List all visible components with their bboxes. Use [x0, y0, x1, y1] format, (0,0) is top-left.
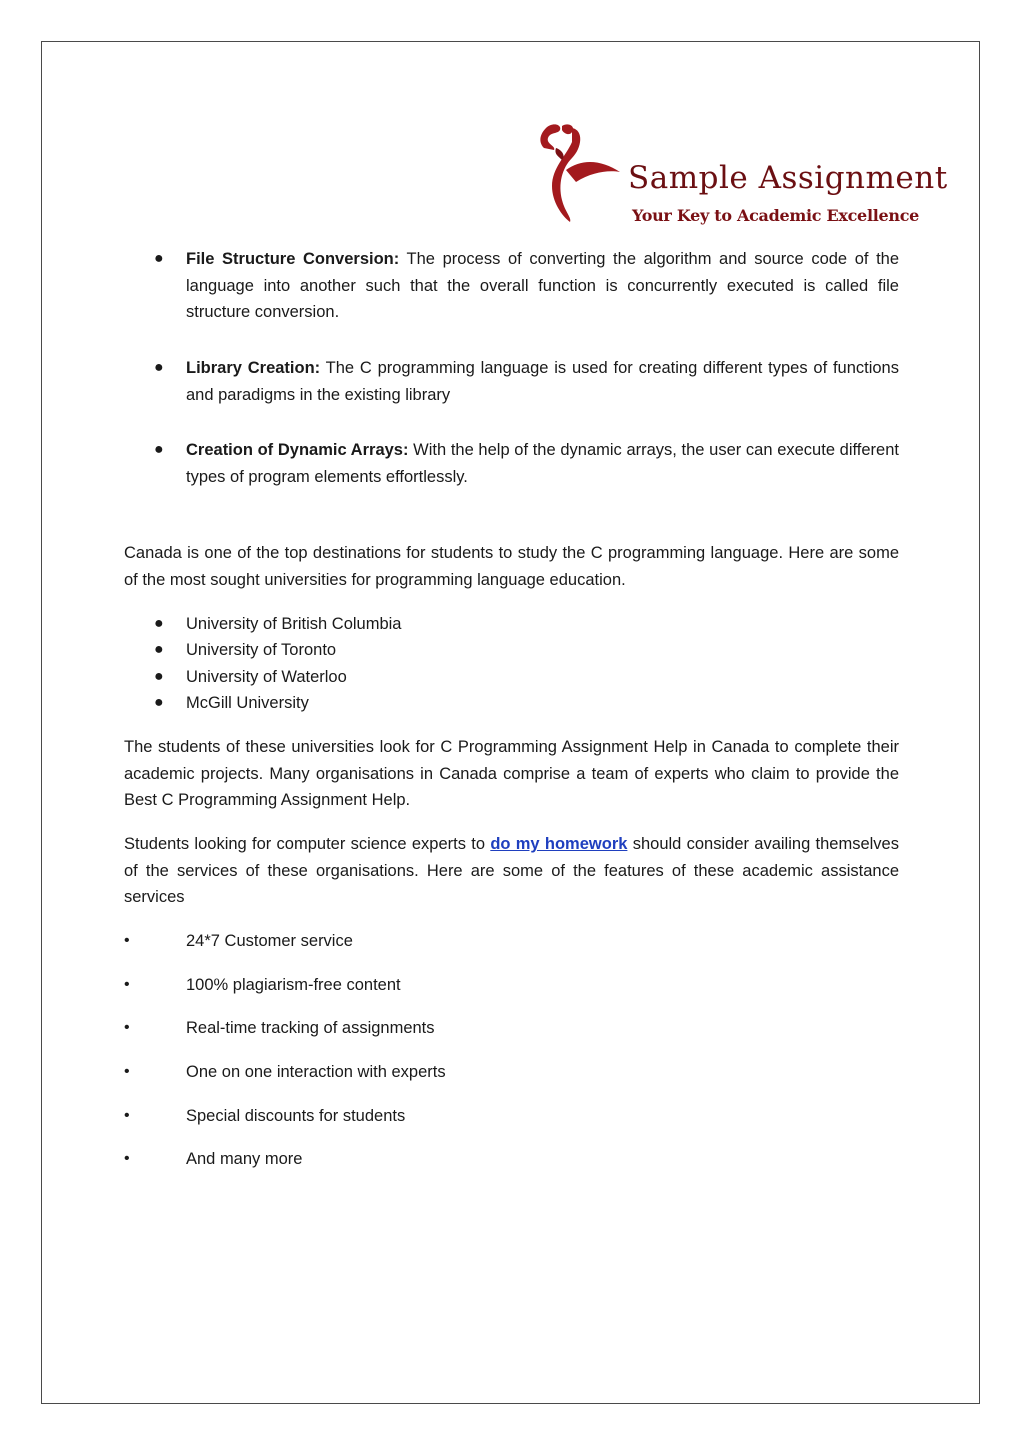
bullet-icon: • — [124, 1150, 130, 1167]
bullet-icon: • — [124, 1019, 130, 1036]
service-item: And many more — [186, 1150, 303, 1168]
university-name: University of Waterloo — [186, 668, 347, 686]
university-name: University of Toronto — [186, 641, 337, 659]
service-item: 100% plagiarism-free content — [186, 976, 401, 994]
list-item — [124, 928, 899, 955]
bullet-icon: • — [124, 1107, 130, 1124]
bullet-icon: • — [124, 932, 130, 949]
service-item: One on one interaction with experts — [186, 1063, 446, 1081]
bullet-icon: ● — [154, 641, 164, 658]
list-item — [124, 1059, 899, 1086]
service-item: 24*7 Customer service — [186, 932, 353, 950]
bullet-icon: ● — [154, 668, 164, 685]
list-item — [124, 355, 899, 408]
homework-paragraph: Students looking for computer science experts to do my homework should consider availing themselves of the services of these organisations. Here are some of the features of these academic assistance services — [124, 835, 899, 906]
feature-title: Creation of Dynamic Arrays: — [186, 441, 409, 459]
service-item: Real-time tracking of assignments — [186, 1019, 435, 1037]
list-item — [124, 1015, 899, 1042]
list-item — [124, 246, 899, 326]
logo-tagline: Your Key to Academic Excellence — [632, 206, 920, 225]
bullet-icon: ● — [154, 441, 164, 458]
university-name: University of British Columbia — [186, 615, 402, 633]
do-my-homework-link[interactable]: do my homework — [490, 835, 628, 853]
students-paragraph: The students of these universities look for C Programming Assignment Help in Canada to complete their academic projects. Many organisations in Canada comprise a team of experts who claim to provide the Best C Programming Assignment Help. — [124, 738, 899, 809]
list-item — [124, 611, 899, 638]
feature-title: Library Creation: — [186, 359, 321, 377]
feature-text: The C programming language is used for creating different types of functions and paradigms in the existing library — [186, 359, 899, 404]
logo — [532, 120, 948, 230]
bullet-icon: ● — [154, 359, 164, 376]
university-name: McGill University — [186, 694, 309, 712]
bullet-icon: ● — [154, 615, 164, 632]
logo-figure-icon — [532, 120, 628, 230]
list-item — [124, 1103, 899, 1130]
list-item — [124, 437, 899, 490]
list-item — [124, 664, 899, 691]
feature-text: The process of converting the algorithm and source code of the language into another such that the overall function is concurrently executed is called file structure conversion. — [186, 250, 900, 321]
list-item — [124, 1146, 899, 1173]
list-item — [124, 637, 899, 664]
list-item — [124, 690, 899, 717]
service-item: Special discounts for students — [186, 1107, 406, 1125]
bullet-icon: • — [124, 976, 130, 993]
intro-paragraph: Canada is one of the top destinations for students to study the C programming language. Here are some of the most sought universities for programming language education. — [124, 544, 899, 589]
feature-title: File Structure Conversion: — [186, 250, 400, 268]
bullet-icon: ● — [154, 694, 164, 711]
list-item — [124, 972, 899, 999]
bullet-icon: ● — [154, 250, 164, 267]
feature-text: With the help of the dynamic arrays, the user can execute different types of program elements effortlessly. — [186, 441, 899, 486]
logo-name: Sample Assignment — [628, 160, 948, 196]
bullet-icon: • — [124, 1063, 130, 1080]
